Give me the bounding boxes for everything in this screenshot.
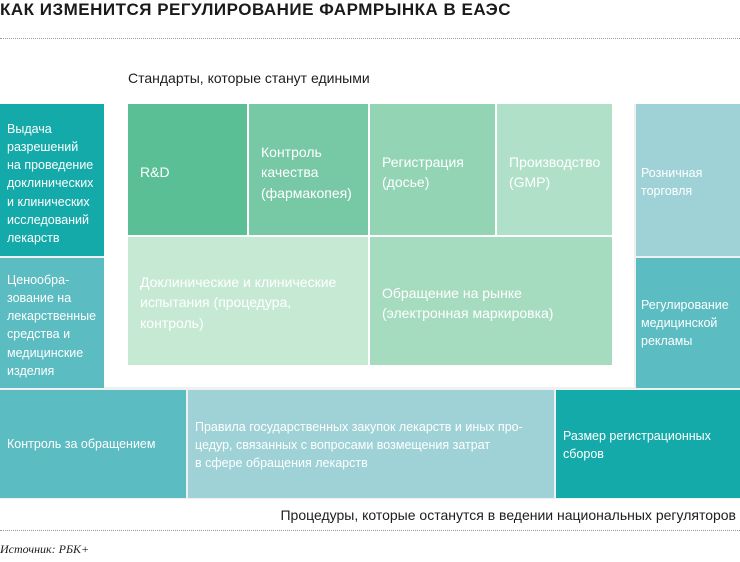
source-note: Источник: РБК+ — [0, 542, 90, 556]
box-circulation-control-label: Контроль за обращением — [7, 437, 156, 451]
cell-production — [497, 104, 612, 235]
box-procurement-line: в сфере обращения лекарств — [195, 456, 368, 471]
chart-title: КАК ИЗМЕНИТСЯ РЕГУЛИРОВАНИЕ ФАРМРЫНКА В ЕАЭС — [0, 0, 512, 19]
box-permits-line: и клинических — [7, 194, 90, 209]
cell-quality-line: качества — [261, 164, 319, 181]
box-advertising — [636, 258, 740, 388]
cell-production-line: Производство — [509, 154, 601, 170]
box-permits-line: на проведение — [7, 158, 94, 173]
box-pricing-line: медицинские — [7, 345, 84, 360]
box-retail-line: Розничная — [641, 166, 703, 180]
box-fees-line: Размер регистрационных — [563, 429, 711, 443]
national-procedures-label: Процедуры, которые останутся в ведении национальных регуляторов — [280, 507, 736, 523]
cell-registration-line: Регистрация — [382, 154, 464, 170]
box-pricing-line: средства и — [7, 327, 71, 342]
cell-rd-label: R&D — [140, 164, 170, 180]
cell-quality — [249, 104, 368, 235]
box-advertising-line: Регулирование — [641, 298, 729, 312]
cell-market-line: Обращение на рынке — [382, 285, 522, 301]
box-fees-line: сборов — [563, 447, 604, 462]
box-pricing-line: Ценообра- — [7, 273, 70, 287]
unified-standards-label: Стандарты, которые станут едиными — [128, 70, 370, 86]
cell-trials-line: Доклинические и клинические — [140, 274, 337, 290]
cell-quality-line: (фармакопея) — [261, 184, 352, 201]
box-retail — [636, 104, 740, 256]
box-fees — [556, 390, 740, 498]
cell-trials-line: контроль) — [140, 314, 204, 331]
box-pricing-line: зование на — [7, 291, 72, 306]
box-permits-line: Выдача — [7, 122, 52, 136]
box-circulation-control — [0, 390, 186, 498]
box-advertising-line: рекламы — [641, 334, 693, 349]
title-divider — [0, 38, 740, 39]
footer-divider — [0, 530, 740, 531]
box-advertising-line: медицинской — [641, 316, 718, 331]
box-pricing — [0, 258, 104, 388]
box-pricing-line: изделия — [7, 363, 55, 378]
cell-rd — [128, 104, 247, 235]
box-procurement — [188, 390, 554, 498]
cell-trials-line: испытания (процедура, — [140, 294, 292, 311]
box-permits — [0, 104, 104, 256]
cell-production-line: (GMP) — [509, 174, 551, 191]
cell-market-line: (электронная маркировка) — [382, 305, 554, 322]
cell-quality-line: Контроль — [261, 144, 322, 160]
box-retail-line: торговля — [641, 184, 693, 199]
cell-registration-line: (досье) — [382, 174, 430, 191]
box-permits-line: лекарств — [7, 230, 60, 245]
box-permits-line: доклинических — [7, 176, 94, 191]
box-permits-line: разрешений — [7, 140, 79, 155]
box-pricing-line: лекарственные — [7, 309, 97, 324]
box-procurement-line: цедур, связанных с вопросами возмещения затрат — [195, 438, 491, 453]
box-procurement-line: Правила государственных закупок лекарств и иных про- — [195, 420, 523, 434]
cell-market — [370, 237, 612, 365]
cell-trials — [128, 237, 368, 365]
cell-registration — [370, 104, 495, 235]
box-permits-line: исследований — [7, 212, 90, 227]
